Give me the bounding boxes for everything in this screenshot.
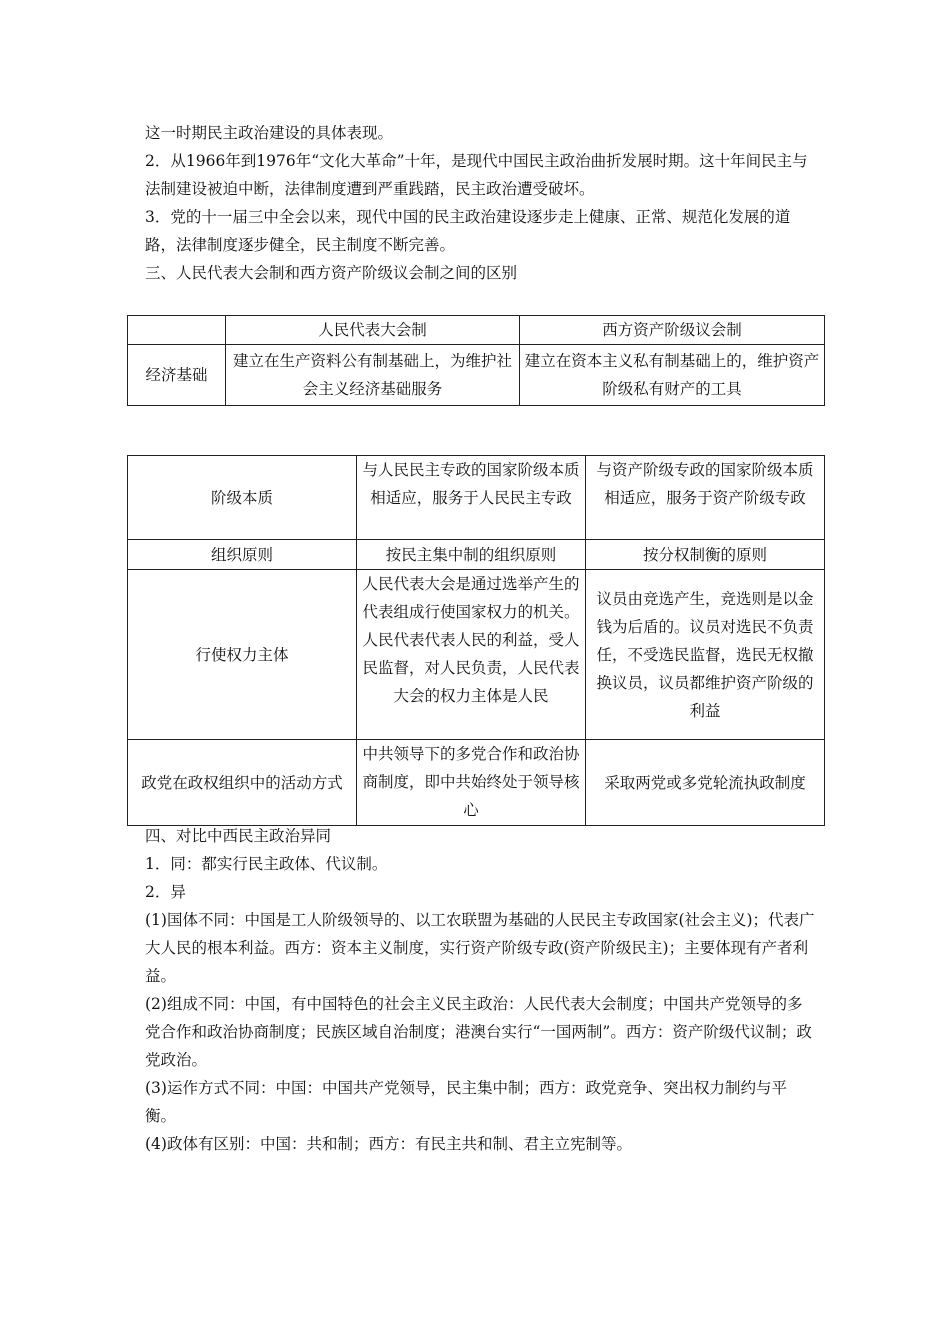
comparison-table-part-1 [127, 315, 825, 406]
header-cell-west: 西方资产阶级议会制 [520, 316, 825, 345]
paragraph-3: 3．党的十一届三中全会以来，现代中国的民主政治建设逐步走上健康、正常、规范化发展的道路，法律制度逐步健全，民主制度不断完善。 [145, 208, 791, 254]
table-row [128, 540, 825, 570]
row-label: 政党在政权组织中的活动方式 [128, 740, 357, 826]
difference-4: (4)政体有区别：中国：共和制；西方：有民主共和制、君主立宪制等。 [145, 1135, 632, 1153]
section-3-heading: 三、人民代表大会制和西方资产阶级议会制之间的区别 [145, 264, 518, 282]
intro-line: 这一时期民主政治建设的具体表现。 [145, 124, 394, 142]
row-label: 经济基础 [128, 345, 226, 406]
paragraph-2: 2．从1966年到1976年“文化大革命”十年，是现代中国民主政治曲折发展时期。这十年间民主与法制建设被迫中断，法律制度遭到严重践踏，民主政治遭受破坏。 [145, 152, 808, 198]
npc-cell: 按民主集中制的组织原则 [357, 540, 586, 570]
section-4-heading: 四、对比中西民主政治异同 [145, 827, 332, 845]
row-label: 行使权力主体 [128, 570, 357, 740]
similarity-line: 1．同：都实行民主政体、代议制。 [145, 855, 388, 873]
header-cell-npc: 人民代表大会制 [226, 316, 520, 345]
difference-2: (2)组成不同：中国，有中国特色的社会主义民主政治：人民代表大会制度；中国共产党领导的多党合作和政治协商制度；民族区域自治制度；港澳台实行“一国两制”。西方：资产阶级代议制；政党政治。 [145, 995, 812, 1069]
row-label: 阶级本质 [128, 456, 357, 540]
difference-3: (3)运作方式不同：中国：中国共产党领导，民主集中制；西方：政党竞争、突出权力制约与平衡。 [145, 1079, 787, 1125]
west-cell: 采取两党或多党轮流执政制度 [586, 740, 825, 826]
npc-cell: 建立在生产资料公有制基础上，为维护社会主义经济基础服务 [226, 345, 520, 406]
west-cell: 与资产阶级专政的国家阶级本质相适应，服务于资产阶级专政 [586, 456, 825, 540]
west-cell: 建立在资本主义私有制基础上的，维护资产阶级私有财产的工具 [520, 345, 825, 406]
header-cell-empty [128, 316, 226, 345]
table-row [128, 570, 825, 740]
npc-cell: 中共领导下的多党合作和政治协商制度，即中共始终处于领导核心 [357, 740, 586, 826]
table-header-row [128, 316, 825, 345]
table-row [128, 345, 825, 406]
table-row [128, 456, 825, 540]
npc-cell: 与人民民主专政的国家阶级本质相适应，服务于人民民主专政 [357, 456, 586, 540]
table-row [128, 740, 825, 826]
west-cell: 议员由竞选产生，竞选则是以金钱为后盾的。议员对选民不负责任，不受选民监督，选民无权撤换议员，议员都维护资产阶级的利益 [586, 570, 825, 740]
difference-heading: 2．异 [145, 883, 186, 901]
npc-cell: 人民代表大会是通过选举产生的代表组成行使国家权力的机关。人民代表代表人民的利益，受人民监督，对人民负责，人民代表大会的权力主体是人民 [357, 570, 586, 740]
comparison-table-part-2 [127, 455, 825, 826]
west-cell: 按分权制衡的原则 [586, 540, 825, 570]
difference-1: (1)国体不同：中国是工人阶级领导的、以工农联盟为基础的人民民主专政国家(社会主义)；代表广大人民的根本利益。西方：资本主义制度，实行资产阶级专政(资产阶级民主)；主要体现有产者利益。 [145, 911, 815, 985]
row-label: 组织原则 [128, 540, 357, 570]
